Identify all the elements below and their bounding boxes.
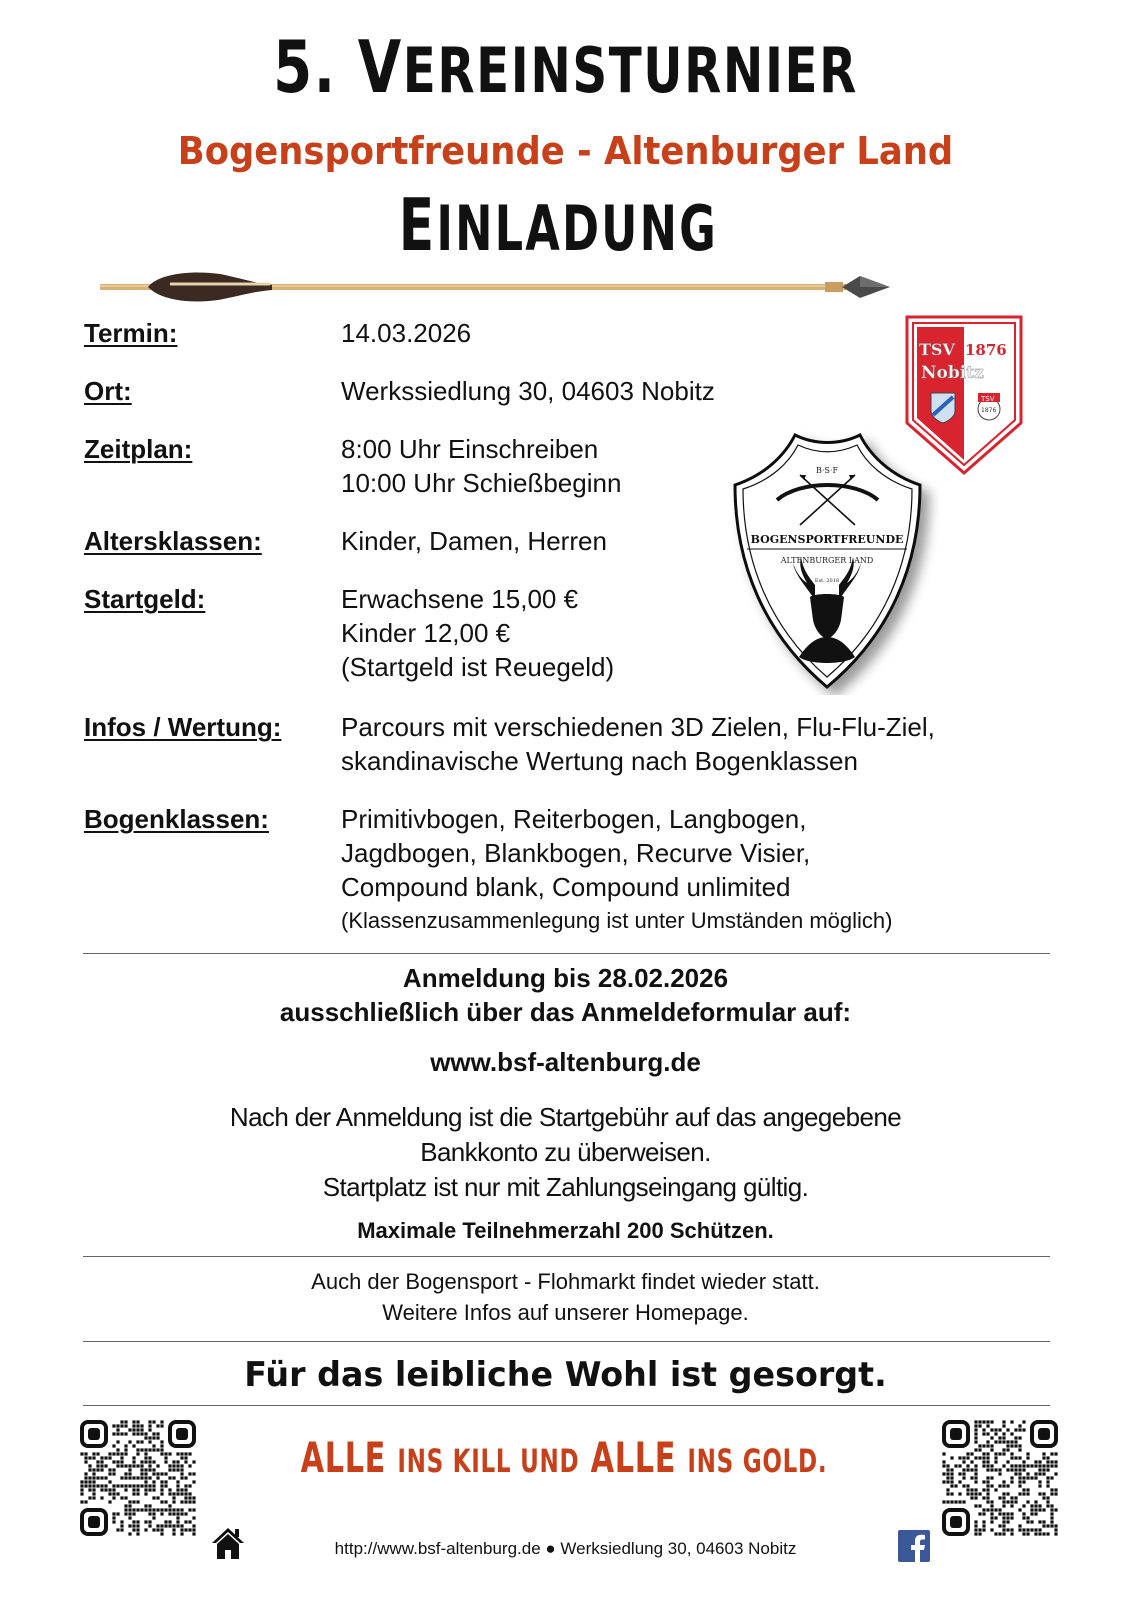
value-termin bbox=[341, 316, 471, 350]
divider bbox=[83, 1341, 1050, 1342]
payment-line: Bankkonto zu überweisen. bbox=[420, 1137, 711, 1167]
footer-address: http://www.bsf-altenburg.de ● Werksiedlung 30, 04603 Nobitz bbox=[334, 1539, 797, 1558]
bsf-club-logo bbox=[715, 425, 945, 695]
info-line: skandinavische Wertung nach Bogenklassen bbox=[341, 746, 858, 776]
bow-class-line: Compound blank, Compound unlimited bbox=[341, 872, 791, 902]
label-zeitplan: Zeitplan: bbox=[84, 434, 193, 464]
value-altersklassen bbox=[341, 524, 607, 558]
qr-code-right[interactable] bbox=[942, 1420, 1058, 1536]
bow-class-note: (Klassenzusammenlegung ist unter Umständen möglich) bbox=[341, 908, 893, 933]
registration-form-note: ausschließlich über das Anmeldeformular auf: bbox=[279, 997, 852, 1027]
bsf-initials: B·S·F bbox=[816, 466, 838, 475]
tsv-badge-text: TSV bbox=[981, 395, 995, 403]
arrow-illustration bbox=[100, 262, 890, 312]
flea-market-line: Weitere Infos auf unserer Homepage. bbox=[382, 1300, 749, 1325]
divider bbox=[83, 953, 1050, 954]
schedule-line: 10:00 Uhr Schießbeginn bbox=[341, 468, 622, 498]
tsv-text: TSV bbox=[919, 340, 955, 359]
invitation-heading bbox=[151, 180, 965, 274]
label-ort: Ort: bbox=[84, 376, 132, 406]
title-word bbox=[358, 25, 858, 109]
value-ort bbox=[341, 374, 715, 408]
tsv-year: 1876 bbox=[965, 341, 1007, 359]
divider bbox=[83, 1405, 1050, 1406]
tsv-nobitz: Nobitz bbox=[921, 363, 984, 383]
date-value: 14.03.2026 bbox=[341, 318, 472, 348]
bow-class-line: Jagdbogen, Blankbogen, Recurve Visier, bbox=[341, 838, 811, 868]
value-infos-wertung bbox=[341, 710, 935, 778]
event-title bbox=[124, 22, 1006, 116]
slogan-part: ALLE bbox=[590, 1433, 677, 1482]
location-value: Werkssiedlung 30, 04603 Nobitz bbox=[341, 376, 715, 406]
slogan-part: INS GOLD. bbox=[687, 1442, 828, 1480]
bsf-region: ALTENBURGER LAND bbox=[780, 556, 874, 565]
max-participants: Maximale Teilnehmerzahl 200 Schützen. bbox=[357, 1218, 774, 1243]
age-classes-value: Kinder, Damen, Herren bbox=[341, 526, 607, 556]
title-initial: E bbox=[398, 183, 437, 267]
club-name: Bogensportfreunde - Altenburger Land bbox=[177, 129, 954, 173]
bow-class-line: Primitivbogen, Reiterbogen, Langbogen, bbox=[341, 804, 807, 834]
info-line: Parcours mit verschiedenen 3D Zielen, Flu-Flu-Ziel, bbox=[341, 712, 935, 742]
slogan-part: INS KILL UND bbox=[397, 1442, 580, 1480]
registration-url-link[interactable]: www.bsf-altenburg.de bbox=[430, 1047, 701, 1077]
fee-line: (Startgeld ist Reuegeld) bbox=[341, 652, 615, 682]
value-bogenklassen bbox=[341, 802, 892, 938]
payment-line: Startplatz ist nur mit Zahlungseingang gültig. bbox=[322, 1172, 809, 1202]
slogan bbox=[157, 1430, 971, 1489]
title-rest: EREINSTURNIER bbox=[402, 34, 858, 107]
title-number: 5. bbox=[273, 25, 337, 109]
registration-deadline: Anmeldung bis 28.02.2026 bbox=[402, 963, 729, 993]
tsv-badge-year: 1876 bbox=[981, 407, 997, 414]
bsf-name: BOGENSPORTFREUNDE bbox=[750, 533, 904, 546]
qr-code-left[interactable] bbox=[80, 1420, 196, 1536]
divider bbox=[83, 1256, 1050, 1257]
title-initial: V bbox=[357, 25, 403, 109]
schedule-line: 8:00 Uhr Einschreiben bbox=[341, 434, 599, 464]
facebook-icon[interactable] bbox=[898, 1530, 930, 1562]
title-rest: INLADUNG bbox=[436, 192, 718, 265]
slogan-part: ALLE bbox=[300, 1433, 387, 1482]
catering-note: Für das leibliche Wohl ist gesorgt. bbox=[244, 1355, 887, 1395]
flea-market-line: Auch der Bogensport - Flohmarkt findet wieder statt. bbox=[311, 1269, 820, 1294]
label-termin: Termin: bbox=[84, 318, 178, 348]
invitation-word bbox=[399, 183, 718, 267]
label-bogenklassen: Bogenklassen: bbox=[84, 804, 269, 834]
payment-line: Nach der Anmeldung ist die Startgebühr auf das angegebene bbox=[229, 1102, 902, 1132]
label-altersklassen: Altersklassen: bbox=[84, 526, 262, 556]
label-startgeld: Startgeld: bbox=[84, 584, 206, 614]
value-zeitplan bbox=[341, 432, 621, 500]
bsf-est: Est. 2018 bbox=[814, 578, 840, 584]
fee-line: Erwachsene 15,00 € bbox=[341, 584, 579, 614]
value-startgeld bbox=[341, 582, 614, 684]
fee-line: Kinder 12,00 € bbox=[341, 618, 511, 648]
label-infos-wertung: Infos / Wertung: bbox=[84, 712, 282, 742]
